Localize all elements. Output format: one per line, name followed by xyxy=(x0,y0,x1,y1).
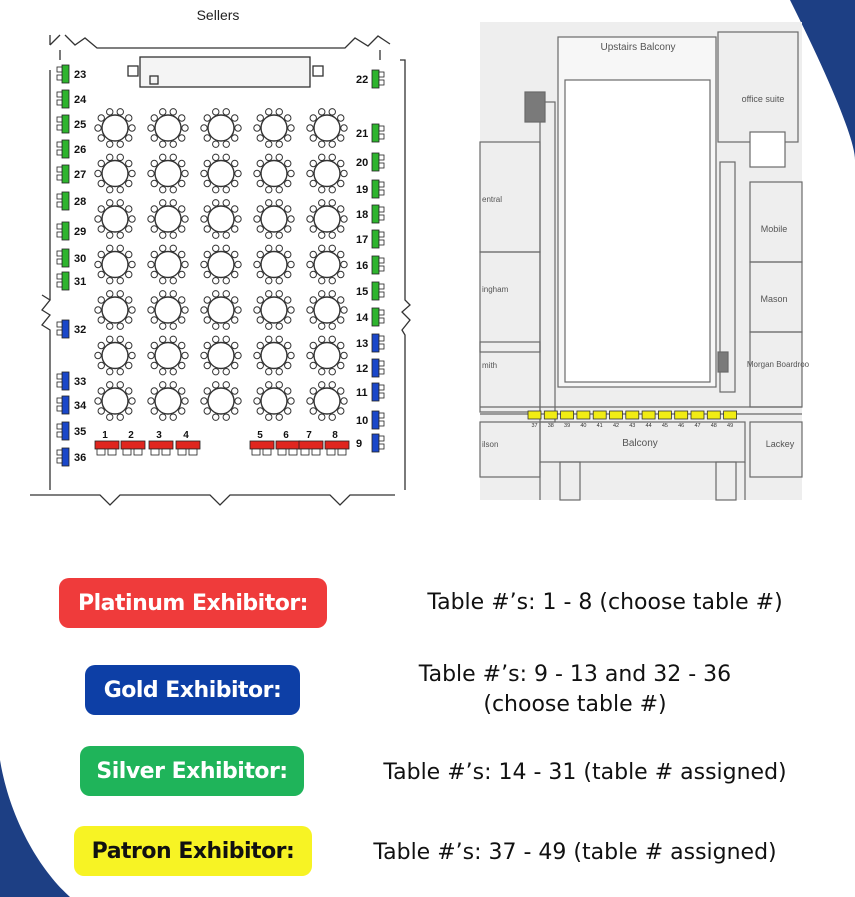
round-table xyxy=(254,336,294,375)
platinum-table-1 xyxy=(95,430,119,455)
table-number-label: 3 xyxy=(156,430,162,441)
exhibitor-table-12 xyxy=(356,359,384,377)
round-tables-group xyxy=(95,109,347,421)
exhibitor-table-29 xyxy=(57,222,86,240)
round-table xyxy=(95,382,135,421)
round-table xyxy=(148,291,188,330)
exhibitor-table-21 xyxy=(356,124,384,142)
exhibitor-table-20 xyxy=(356,153,384,171)
platinum-table-3 xyxy=(149,430,173,455)
table-number-label: 5 xyxy=(257,430,263,441)
table-number-label: 30 xyxy=(74,253,87,265)
exhibitor-table-11 xyxy=(356,383,384,401)
wilson-label: ilson xyxy=(482,440,499,449)
table-number-label: 37 xyxy=(531,423,538,429)
round-table xyxy=(254,200,294,239)
table-number-label: 35 xyxy=(74,426,87,438)
table-number-label: 8 xyxy=(332,430,338,441)
exhibitor-table-23 xyxy=(57,65,86,83)
round-table xyxy=(95,200,135,239)
table-number-label: 32 xyxy=(74,324,87,336)
table-number-label: 20 xyxy=(356,157,369,169)
ingham-label: ingham xyxy=(482,285,509,294)
table-number-label: 38 xyxy=(547,423,554,429)
exhibitor-table-18 xyxy=(356,205,384,223)
round-table xyxy=(307,245,347,284)
exhibitor-table-24 xyxy=(57,90,87,108)
table-number-label: 40 xyxy=(580,423,587,429)
table-number-label: 29 xyxy=(74,226,87,238)
round-table xyxy=(307,200,347,239)
table-number-label: 27 xyxy=(74,169,87,181)
round-table xyxy=(148,109,188,148)
exhibitor-table-33 xyxy=(57,372,86,390)
round-table xyxy=(201,291,241,330)
round-table xyxy=(254,154,294,193)
round-table xyxy=(148,200,188,239)
table-number-label: 23 xyxy=(74,69,87,81)
table-number-label: 33 xyxy=(74,376,87,388)
legend-description-2: Table #’s: 14 - 31 (table # assigned) xyxy=(383,760,787,785)
round-table xyxy=(148,382,188,421)
round-table xyxy=(307,382,347,421)
table-number-label: 6 xyxy=(283,430,289,441)
table-number-label: 25 xyxy=(74,119,87,131)
exhibitor-table-25 xyxy=(57,115,86,133)
office-suite-label: office suite xyxy=(741,94,785,104)
exhibitor-table-22 xyxy=(356,70,384,88)
table-number-label: 18 xyxy=(356,209,369,221)
exhibitor-table-14 xyxy=(356,308,384,326)
legend-description-3: Table #’s: 37 - 49 (table # assigned) xyxy=(373,840,777,865)
exhibitor-table-10 xyxy=(356,411,384,429)
table-number-label: 48 xyxy=(710,423,717,429)
table-number-label: 28 xyxy=(74,196,87,208)
table-number-label: 44 xyxy=(645,423,652,429)
table-number-label: 16 xyxy=(356,260,369,272)
round-table xyxy=(254,382,294,421)
round-table xyxy=(201,382,241,421)
round-table xyxy=(148,336,188,375)
table-number-label: 17 xyxy=(356,234,369,246)
platinum-tables-group xyxy=(95,430,349,455)
round-table xyxy=(307,336,347,375)
table-number-label: 26 xyxy=(74,144,87,156)
table-number-label: 10 xyxy=(356,415,369,427)
round-table xyxy=(254,291,294,330)
table-number-label: 22 xyxy=(356,74,369,86)
table-number-label: 43 xyxy=(629,423,636,429)
table-number-label: 46 xyxy=(678,423,685,429)
exhibitor-table-26 xyxy=(57,140,86,158)
exhibitor-table-19 xyxy=(356,180,384,198)
round-table xyxy=(148,245,188,284)
upstairs-balcony-label: Upstairs Balcony xyxy=(600,42,676,53)
table-number-label: 34 xyxy=(74,400,87,412)
round-table xyxy=(95,336,135,375)
morgan-label: Morgan Boardroo xyxy=(746,360,810,369)
mobile-label: Mobile xyxy=(760,224,788,234)
table-number-label: 31 xyxy=(74,276,87,288)
platinum-table-7 xyxy=(299,430,323,455)
exhibitor-table-34 xyxy=(57,396,87,414)
round-table xyxy=(95,109,135,148)
platinum-table-8 xyxy=(325,430,349,455)
lackey-label: Lackey xyxy=(765,439,795,449)
ballroom-floor-plan xyxy=(0,0,430,510)
table-number-label: 21 xyxy=(356,128,369,140)
platinum-table-5 xyxy=(250,430,274,455)
table-number-label: 36 xyxy=(74,452,87,464)
round-table xyxy=(307,109,347,148)
table-number-label: 2 xyxy=(128,430,134,441)
exhibitor-table-17 xyxy=(356,230,384,248)
exhibitor-table-36 xyxy=(57,448,86,466)
exhibitor-table-27 xyxy=(57,165,86,183)
round-table xyxy=(201,245,241,284)
table-number-label: 13 xyxy=(356,338,369,350)
table-number-label: 42 xyxy=(612,423,620,429)
legend-label-2: Silver Exhibitor: xyxy=(80,746,304,796)
sellers-label: Sellers xyxy=(196,7,240,23)
legend-label-0: Platinum Exhibitor: xyxy=(59,578,327,628)
table-number-label: 45 xyxy=(661,423,668,429)
table-number-label: 15 xyxy=(356,286,369,298)
exhibitor-table-28 xyxy=(57,192,86,210)
round-table xyxy=(95,154,135,193)
round-table xyxy=(148,154,188,193)
exhibitor-table-31 xyxy=(57,272,86,290)
round-table xyxy=(95,291,135,330)
exhibitor-table-35 xyxy=(57,422,86,440)
platinum-table-4 xyxy=(176,430,200,455)
round-table xyxy=(201,336,241,375)
central-label: entral xyxy=(482,195,503,204)
table-number-label: 7 xyxy=(306,430,312,441)
table-number-label: 19 xyxy=(356,184,369,196)
exhibitor-table-13 xyxy=(356,334,384,352)
table-number-label: 1 xyxy=(102,430,108,441)
round-table xyxy=(201,109,241,148)
table-number-label: 14 xyxy=(356,312,369,324)
table-number-label: 11 xyxy=(356,387,368,399)
exhibitor-table-30 xyxy=(57,249,86,267)
round-table xyxy=(254,109,294,148)
platinum-table-6 xyxy=(276,430,300,455)
balcony-label: Balcony xyxy=(622,438,658,449)
table-number-label: 47 xyxy=(694,423,701,429)
platinum-table-2 xyxy=(121,430,145,455)
table-number-label: 24 xyxy=(74,94,87,106)
round-table xyxy=(307,291,347,330)
table-number-label: 12 xyxy=(356,363,369,375)
balcony-floor-map xyxy=(480,22,810,500)
exhibitor-table-16 xyxy=(356,256,384,274)
table-number-label: 39 xyxy=(564,423,571,429)
round-table xyxy=(201,154,241,193)
round-table xyxy=(254,245,294,284)
mason-label: Mason xyxy=(760,294,788,304)
exhibitor-table-15 xyxy=(356,282,384,300)
round-table xyxy=(201,200,241,239)
legend-description-0: Table #’s: 1 - 8 (choose table #) xyxy=(427,590,783,615)
exhibitor-table-32 xyxy=(57,320,86,338)
legend-description-1: Table #’s: 9 - 13 and 32 - 36 (choose table #) xyxy=(418,662,732,717)
legend-label-1: Gold Exhibitor: xyxy=(85,665,300,715)
smith-label: mith xyxy=(482,361,498,370)
table-number-label: 41 xyxy=(596,423,603,429)
round-table xyxy=(95,245,135,284)
table-number-label: 9 xyxy=(356,438,363,450)
table-number-label: 4 xyxy=(183,430,189,441)
exhibitor-table-9 xyxy=(356,434,384,452)
table-number-label: 49 xyxy=(727,423,734,429)
legend-label-3: Patron Exhibitor: xyxy=(74,826,312,876)
round-table xyxy=(307,154,347,193)
